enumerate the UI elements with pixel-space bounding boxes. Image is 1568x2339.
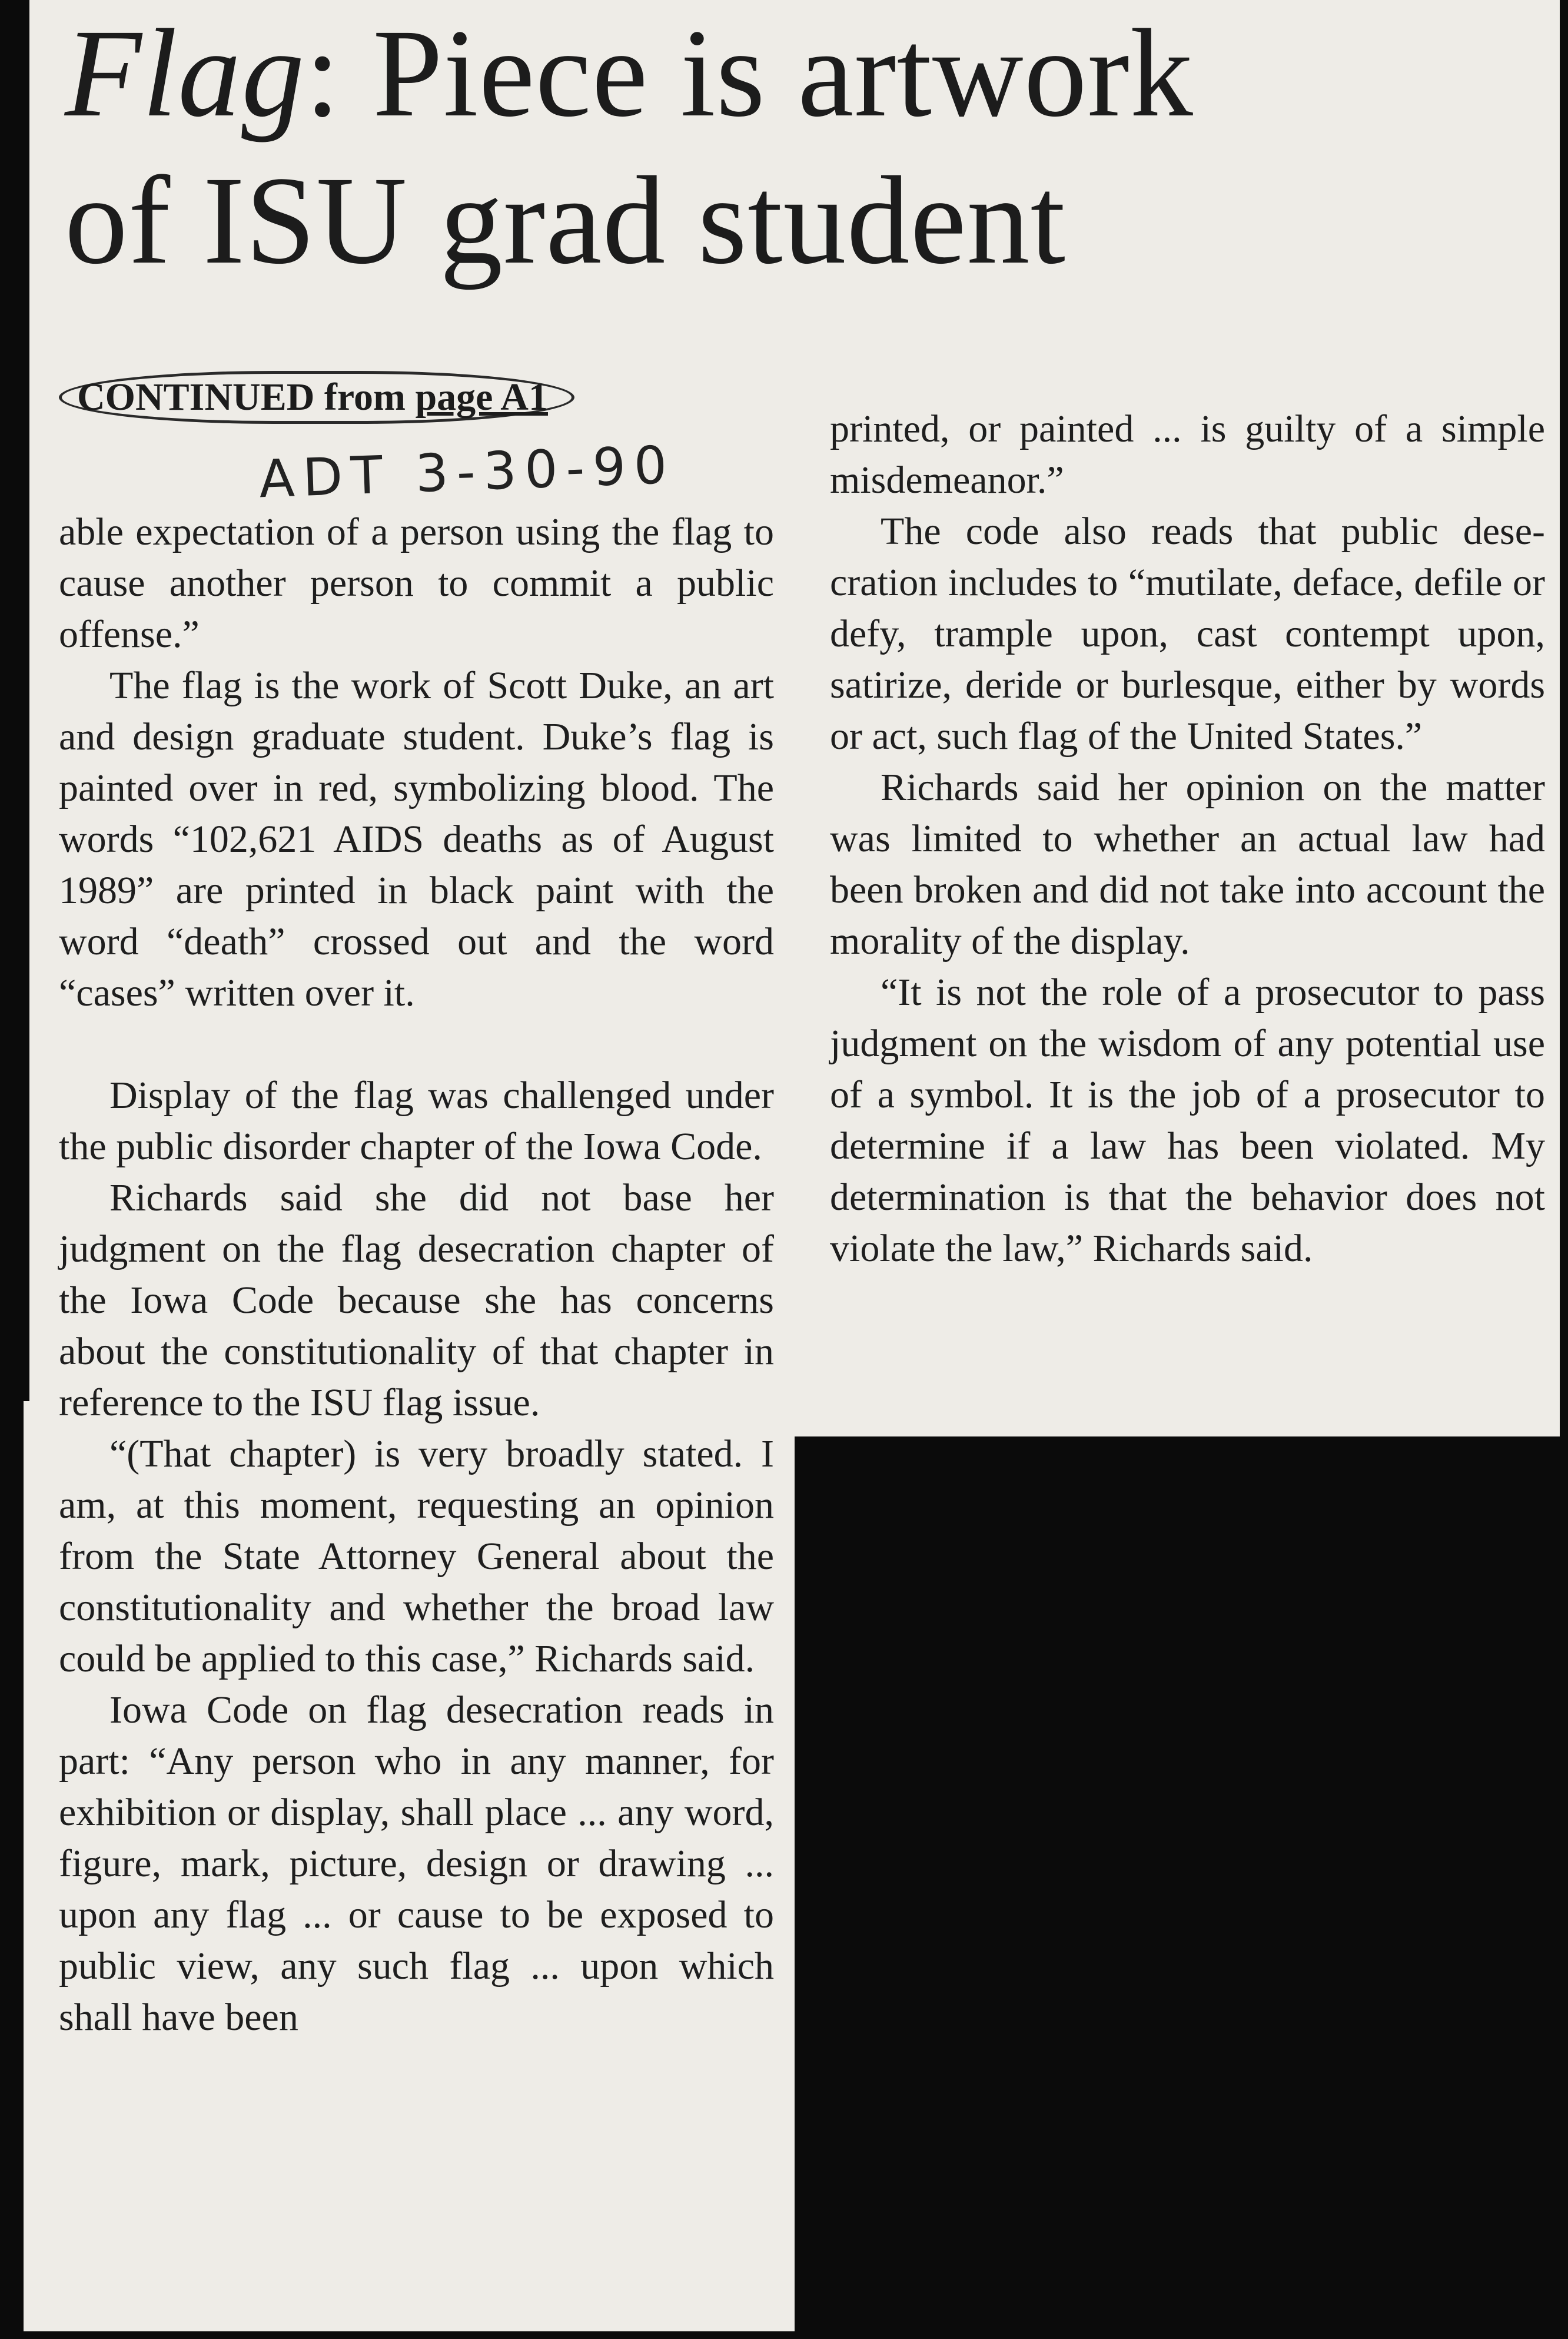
right-paragraph-4: “It is not the role of a prosecutor to pass judgment on the wisdom of any potential use of a symbol. It is the job of a prosecutor to determine if a law has been violated. My determination is that the behavior does not violate the law,” Richards said. (830, 971, 1545, 1270)
left-paragraph-5: “(That chapter) is very broadly stated. I am, at this moment, requesting an opinion from the State Attorney General about the constitutionality and whether the broad law could be applied to this case,” Richards said. (59, 1432, 774, 1680)
headline-line-2: of ISU grad student (65, 151, 1067, 290)
left-paragraph-2: The flag is the work of Scott Duke, an art and design graduate student. Duke’s flag is painted over in red, symbolizing blood. The words “102,621 AIDS deaths as of August 1989” are printed in black paint with the word “death” crossed out and the word “cases” written over it. (59, 664, 774, 1014)
right-paragraph-1: printed, or painted ... is guilty of a simple misdemeanor.” (830, 407, 1545, 502)
right-paragraph-3: Richards said her opinion on the matter was limited to whether an actual law had been broken and did not take into account the morality of the display. (830, 766, 1545, 963)
left-paragraph-3: Display of the flag was challenged under the public disorder chapter of the Iowa Code. (59, 1074, 774, 1168)
article-right-column (830, 403, 1545, 1274)
continued-from-label (59, 371, 574, 424)
headline-line-1-rest: : Piece is artwork (305, 4, 1194, 143)
continued-text: CONTINUED from (77, 376, 416, 419)
right-paragraph-2: The code also reads that public desecration includes to “mutilate, deface, defile or defy, trample upon, cast contempt upon, satirize, deride or burlesque, either by words or act, such flag of the United States.” (830, 510, 1545, 758)
handwritten-date-note: ADT 3-30-90 (258, 434, 676, 510)
left-paragraph-1: able expectation of a person using the flag to cause another person to commit a public offense.” (59, 510, 774, 656)
continued-page-ref: page A1 (415, 376, 548, 419)
left-paragraph-4: Richards said she did not base her judgment on the flag desecration chapter of the Iowa Code because she has concerns about the constitutionality of that chapter in reference to the ISU flag issue. (59, 1176, 774, 1424)
headline (65, 0, 1554, 294)
headline-flag-word: Flag (65, 4, 305, 143)
article-left-column (59, 506, 774, 2043)
headline-line-1 (65, 0, 1554, 147)
left-paragraph-6: Iowa Code on flag desecration reads in part: “Any person who in any manner, for exhibition or display, shall place ... any word, figure, mark, picture, design or drawing ... upon any flag ... or cause to be exposed to public view, any such flag ... upon which shall have been (59, 1688, 774, 2039)
